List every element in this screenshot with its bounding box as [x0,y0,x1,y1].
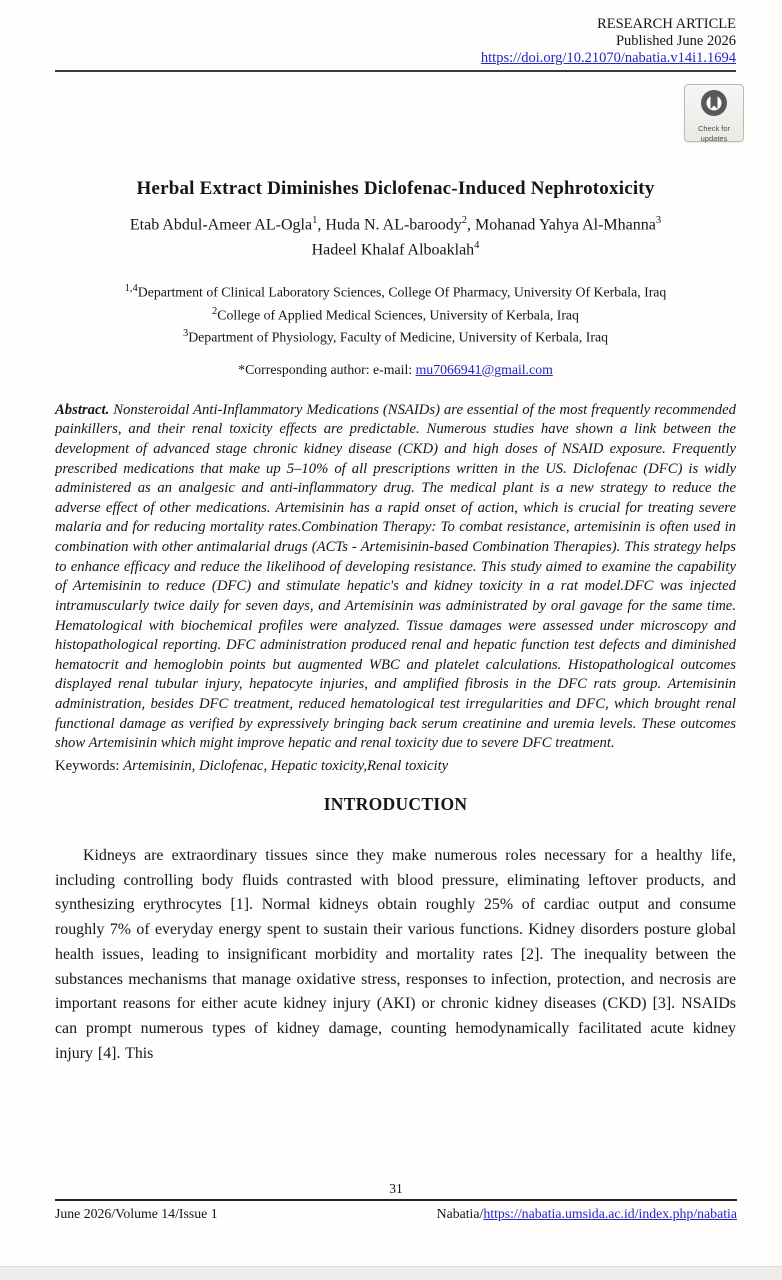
author-sup: 1 [312,215,318,227]
bookmark-circle-icon [700,89,728,122]
author-sup: 3 [655,215,662,227]
header-meta [55,16,736,67]
journal-info: Nabatia/https://nabatia.umsida.ac.id/index.php/nabatia [436,1206,737,1221]
journal-link[interactable]: https://nabatia.umsida.ac.id/index.php/nabatia [483,1206,737,1221]
page-footer [55,1181,737,1222]
author-list: Etab Abdul-Ameer AL-Ogla$^1$, Huda N. AL-baroody$^2$, Mohanad Yahya Al-Mhanna$^3$ Hadeel Khalaf Alboaklah$^4$ [129,215,662,258]
header-rule [55,70,736,72]
author-sup: 2 [461,215,467,227]
corresponding-email-link[interactable]: mu7066941@gmail.com [415,361,553,377]
author-name: Mohanad Yahya Al-Mhanna [474,216,656,234]
section-heading-introduction: INTRODUCTION [323,793,468,814]
footer-row [55,1201,737,1222]
doi-link[interactable]: https://doi.org/10.21070/nabatia.v14i1.1694 [480,50,736,67]
badge-row [55,84,744,142]
affiliation-line: $^{1,4}$Department of Clinical Laboratory Sciences, College Of Pharmacy, University Of Kerbala, Iraq [124,282,667,300]
keywords-line [55,758,736,775]
check-for-updates-label: Check for updates [697,124,731,143]
keywords-body: Artemisinin, Diclofenac, Hepatic toxicity,Renal toxicity [123,757,449,774]
author-name: Huda N. AL-baroody [325,216,462,234]
page-number: 31 [389,1181,403,1196]
abstract-body: Nonsteroidal Anti-Inflammatory Medications (NSAIDs) are essential of the most frequently recommended painkillers, and their renal toxicity effects are predictable. Numerous studies have shown a link between the development of advanced stage chronic kidney disease (CKD) and high doses of NSAID exposure. Frequently prescribed medications that make up 5–10% of all prescriptions written in the US. Diclofenac (DFC) is widly administered as an analgesic and anti-inflammatory drug. The medical plant is a new strategy to reduce the adverse effect of other medications. Artemisinin has a rapid onset of action, which is crucial for treating severe malaria and for reducing mortality rates.Combination Therapy: To combat resistance, artemisinin is often used in combination with other antimalarial drugs (ACTs - Artemisinin-based Combination Therapies). This strategy helps to enhance efficacy and reduce the likelihood of developing resistance. This study aimed to examine the capability of Artemisinin to reduce (DFC) and stimulate hepatic's and kidney toxicity in a rat model.DFC was injected intramuscularly twice daily for seven days, and Artemisinin was administrated by oral gavage for the same time. Hematological with biochemical profiles were analyzed. Tissue damages were assessed under microscopy and histopathological reporting. DFC administration produced renal and hepatic function test defects and diminished hematocrit and hemoglobin points but augmented WBC and platelet calculations. Histopathological outcomes displayed renal tubular injury, hepatocyte injuries, and amplified fibrosis in the DFC rats group. Artemisinin administration, besides DFC treatment, reduced hematological test irregularities and DFC, which brought renal functional damage as verified by expressively bringing back serum creatinine and uremia levels. These outcomes show Artemisinin which might improve hepatic and renal toxicity due to severe DFC treatment. [55,401,736,752]
affiliation-line: $^3$Department of Physiology, Faculty of Medicine, University of Kerbala, Iraq [182,328,609,345]
check-for-updates-button[interactable] [684,84,744,142]
author-sup: 4 [474,239,480,251]
affiliation-line: $^2$College of Applied Medical Sciences, University of Kerbala, Iraq [212,305,579,323]
corresponding-author-line: *Corresponding author: e-mail: mu7066941@gmail.com [238,361,553,377]
keywords-label: Keywords: [55,757,124,774]
article-title: Herbal Extract Diminishes Diclofenac-Induced Nephrotoxicity [136,178,655,200]
author-name: Hadeel Khalaf Alboaklah [311,240,475,258]
published-date: Published June 2026 [615,33,736,50]
introduction-paragraph: Kidneys are extraordinary tissues since they make numerous roles necessary for a healthy life, including controlling body fluids contrasted with blood pressure, eliminating leftover products, and synthesizing erythrocytes [1]. Normal kidneys obtain roughly 25% of cardiac output and consume roughly 7% of everyday energy spent to sustain their various functions. Kidney disorders posture global health issues, leading to insignificant morbidity and mortality rates [2]. The inequality between the substances mechanisms that manage oxidative stress, responses to infection, protection, and necrosis are important reasons for either acute kidney injury (AKI) or chronic kidney diseases (CKD) [3]. NSAIDs can prompt numerous types of kidney damage, counting hemodynamically facilitated acute kidney injury [4]. This [55,846,736,1062]
abstract-label: Abstract. [55,401,114,418]
article-type-label: RESEARCH ARTICLE [597,16,736,32]
abstract-paragraph [55,401,736,754]
issue-info: June 2026/Volume 14/Issue 1 [55,1206,218,1221]
affiliation-list [55,281,736,349]
author-name: Etab Abdul-Ameer AL-Ogla [129,216,313,234]
viewer-bottom-strip [0,1266,782,1280]
